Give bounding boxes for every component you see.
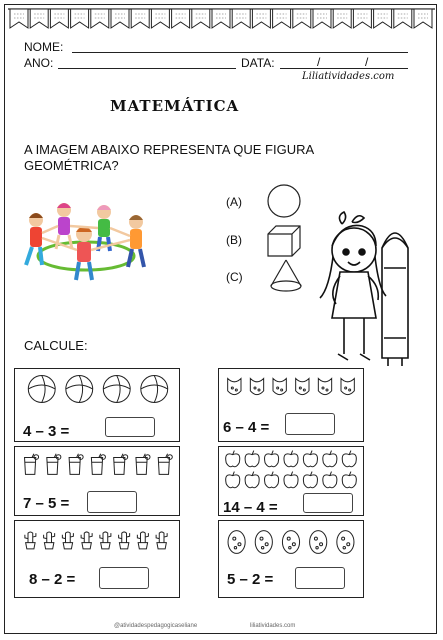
cactus-icon (21, 523, 171, 559)
swimsuit-icon (228, 378, 241, 394)
juice-glass-icon (136, 454, 150, 475)
bunting-flag (111, 9, 129, 28)
answer-field[interactable] (303, 493, 353, 513)
data-field[interactable] (280, 68, 408, 69)
option-b-label[interactable]: (B) (226, 233, 242, 247)
egg-icon (228, 531, 245, 554)
bunting-flag (394, 9, 412, 28)
cactus-icon (25, 532, 36, 549)
cone-icon[interactable] (268, 258, 304, 294)
exercise-box (218, 446, 364, 516)
exercise-expression: 8 – 2 = (29, 571, 76, 588)
egg-icon (282, 531, 299, 554)
ano-label: ANO: (24, 56, 54, 70)
juice-glass-icon (25, 454, 39, 475)
cube-icon[interactable] (266, 224, 302, 258)
egg-icon (255, 531, 272, 554)
egg-icon (223, 523, 359, 561)
page-title: MATEMÁTICA (110, 97, 240, 115)
apple-icon (342, 451, 356, 467)
exercise-box (14, 446, 180, 516)
juice-glass-icon (47, 454, 61, 475)
cactus-icon (62, 532, 73, 549)
apple-icon (303, 472, 317, 488)
footer-site: liliatividades.com (250, 623, 296, 629)
cactus-icon (100, 532, 111, 549)
bunting-flag (232, 9, 250, 28)
apple-icon (284, 451, 298, 467)
option-a-label[interactable]: (A) (226, 195, 242, 209)
swimsuit-icon (273, 378, 286, 394)
date-separator: / (365, 55, 369, 69)
swimsuit-icon (250, 378, 263, 394)
nome-label: NOME: (24, 40, 64, 54)
juice-glass-icon (114, 454, 128, 475)
answer-field[interactable] (285, 413, 335, 435)
apple-icon (265, 451, 279, 467)
bunting-flag (374, 9, 392, 28)
question-text: A IMAGEM ABAIXO REPRESENTA QUE FIGURA GEOMÉTRICA? (24, 142, 314, 173)
footer-instagram: @atividadespedagogicaseliane (114, 623, 198, 629)
site-watermark: Liliatividades.com (302, 71, 395, 82)
bunting-decoration (8, 6, 435, 36)
exercise-expression: 4 – 3 = (23, 423, 70, 440)
juice-glass-icon (19, 449, 175, 481)
date-separator: / (317, 55, 321, 69)
swimsuit-icon (318, 378, 331, 394)
children-circle-illustration (16, 198, 156, 290)
bunting-flag (71, 9, 89, 28)
apple-icon (245, 472, 259, 488)
cactus-icon (81, 532, 92, 549)
ball-icon (23, 373, 173, 405)
answer-field[interactable] (295, 567, 345, 589)
juice-glass-icon (91, 454, 105, 475)
answer-field[interactable] (99, 567, 149, 589)
cactus-icon (137, 532, 148, 549)
bunting-flag (252, 9, 270, 28)
apple-icon (265, 472, 279, 488)
nome-field[interactable] (72, 52, 408, 53)
bunting-flag (91, 9, 109, 28)
exercise-box (14, 520, 180, 598)
exercise-box (14, 368, 180, 442)
circle-icon[interactable] (266, 183, 302, 219)
exercise-expression: 6 – 4 = (223, 419, 270, 436)
exercise-box (218, 520, 364, 598)
answer-field[interactable] (87, 491, 137, 513)
ball-icon (66, 376, 93, 403)
bunting-flag (10, 9, 28, 28)
bunting-flag (273, 9, 291, 28)
apple-icon (245, 451, 259, 467)
bunting-flag (192, 9, 210, 28)
bunting-flag (151, 9, 169, 28)
swimsuit-icon (296, 378, 309, 394)
apple-icon (226, 451, 240, 467)
apple-icon (323, 451, 337, 467)
ball-icon (28, 376, 55, 403)
option-c-label[interactable]: (C) (226, 270, 243, 284)
exercise-expression: 5 – 2 = (227, 571, 274, 588)
girl-with-crayon-illustration (312, 208, 416, 368)
egg-icon (310, 531, 327, 554)
apple-icon (223, 449, 359, 491)
bunting-flag (353, 9, 371, 28)
answer-field[interactable] (105, 417, 155, 437)
bunting-flag (50, 9, 68, 28)
ball-icon (103, 376, 130, 403)
apple-icon (284, 472, 298, 488)
bunting-flag (212, 9, 230, 28)
apple-icon (342, 472, 356, 488)
cactus-icon (44, 532, 55, 549)
calc-label: CALCULE: (24, 338, 88, 353)
data-label: DATA: (241, 56, 275, 70)
bunting-flag (30, 9, 48, 28)
swimsuit-icon (223, 371, 359, 405)
juice-glass-icon (158, 454, 172, 475)
apple-icon (226, 472, 240, 488)
bunting-flag (131, 9, 149, 28)
exercise-box (218, 368, 364, 442)
ano-field[interactable] (58, 68, 236, 69)
apple-icon (303, 451, 317, 467)
bunting-flag (172, 9, 190, 28)
egg-icon (337, 531, 354, 554)
cactus-icon (156, 532, 167, 549)
bunting-flag (313, 9, 331, 28)
juice-glass-icon (69, 454, 83, 475)
exercise-expression: 7 – 5 = (23, 495, 70, 512)
ball-icon (141, 376, 168, 403)
swimsuit-icon (341, 378, 354, 394)
exercise-expression: 14 – 4 = (223, 499, 278, 516)
cactus-icon (119, 532, 130, 549)
apple-icon (323, 472, 337, 488)
bunting-flag (333, 9, 351, 28)
bunting-flag (293, 9, 311, 28)
bunting-flag (414, 9, 432, 28)
